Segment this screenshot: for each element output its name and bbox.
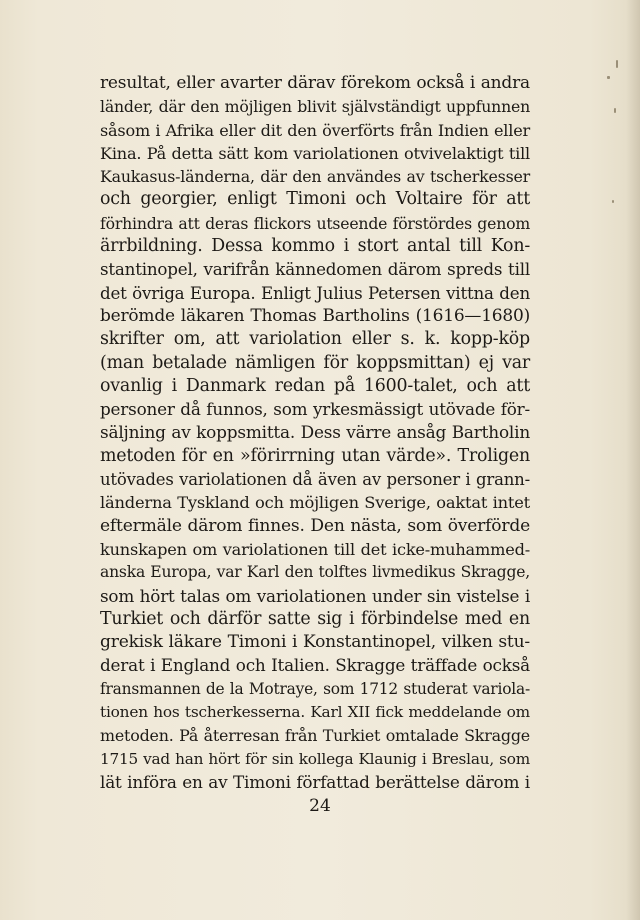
paper-speck: [616, 60, 618, 68]
text-line: säljning av koppsmitta. Dess värre ansåg Bartholin: [100, 422, 530, 443]
text-line: länder, där den möjligen blivit självständigt uppfunnen: [100, 97, 530, 117]
text-line: skrifter om, att variolation eller s. k. kopp-köp: [100, 329, 530, 350]
text-line: (man betalade nämligen för koppsmittan) ej var: [100, 352, 530, 373]
text-line: förhindra att deras flickors utseende förstördes genom: [100, 213, 530, 233]
text-line: Turkiet och därför satte sig i förbindelse med en: [100, 608, 530, 629]
text-line: kunskapen om variolationen till det icke-muhammed-: [100, 539, 530, 559]
text-line: metoden för en »förirrning utan värde». Troligen: [100, 445, 530, 466]
text-line: personer då funnos, som yrkesmässigt utövade för-: [100, 399, 530, 420]
text-line: tionen hos tscherkesserna. Karl XII fick meddelande om: [100, 703, 530, 722]
text-line: grekisk läkare Timoni i Konstantinopel, vilken stu-: [100, 632, 530, 653]
text-line: och georgier, enligt Timoni och Voltaire för att: [100, 189, 530, 210]
page-number: 24: [309, 796, 331, 816]
text-line: Kina. På detta sätt kom variolationen otvivelaktigt till: [100, 143, 530, 163]
text-line: derat i England och Italien. Skragge träffade också: [100, 655, 530, 676]
text-line: länderna Tyskland och möjligen Sverige, oaktat intet: [100, 493, 530, 513]
text-line: Kaukasus-länderna, där den användes av tscherkesser: [100, 167, 530, 187]
text-line: ovanlig i Danmark redan på 1600-talet, och att: [100, 375, 530, 396]
page-edge-shadow: [626, 0, 640, 920]
paper-speck: [614, 108, 616, 113]
paper-speck: [607, 76, 610, 79]
text-line: resultat, eller avarter därav förekom också i andra: [100, 73, 530, 93]
text-line: anska Europa, var Karl den tolftes livmedikus Skragge,: [100, 563, 530, 582]
text-line: utövades variolationen då även av personer i grann-: [100, 470, 530, 490]
text-line: ärrbildning. Dessa kommo i stort antal till Kon-: [100, 236, 530, 257]
text-line: som hört talas om variolationen under sin vistelse i: [100, 585, 530, 606]
text-line: det övriga Europa. Enligt Julius Petersen vittna den: [100, 282, 530, 303]
text-line: eftermäle därom finnes. Den nästa, som överförde: [100, 515, 530, 536]
paper-speck: [612, 200, 614, 203]
text-line: stantinopel, varifrån kännedomen därom spreds till: [100, 259, 530, 280]
body-text: [100, 72, 530, 794]
text-line: berömde läkaren Thomas Bartholins (1616—1680): [100, 305, 530, 326]
text-line: 1715 vad han hört för sin kollega Klaunig i Breslau, som: [100, 749, 530, 768]
text-line: metoden. På återresan från Turkiet omtalade Skragge: [100, 726, 530, 746]
text-line: fransmannen de la Motraye, som 1712 studerat variola-: [100, 679, 530, 698]
text-line: lät införa en av Timoni författad berättelse därom i: [100, 771, 530, 792]
text-line: såsom i Afrika eller dit den överförts från Indien eller: [100, 120, 530, 140]
